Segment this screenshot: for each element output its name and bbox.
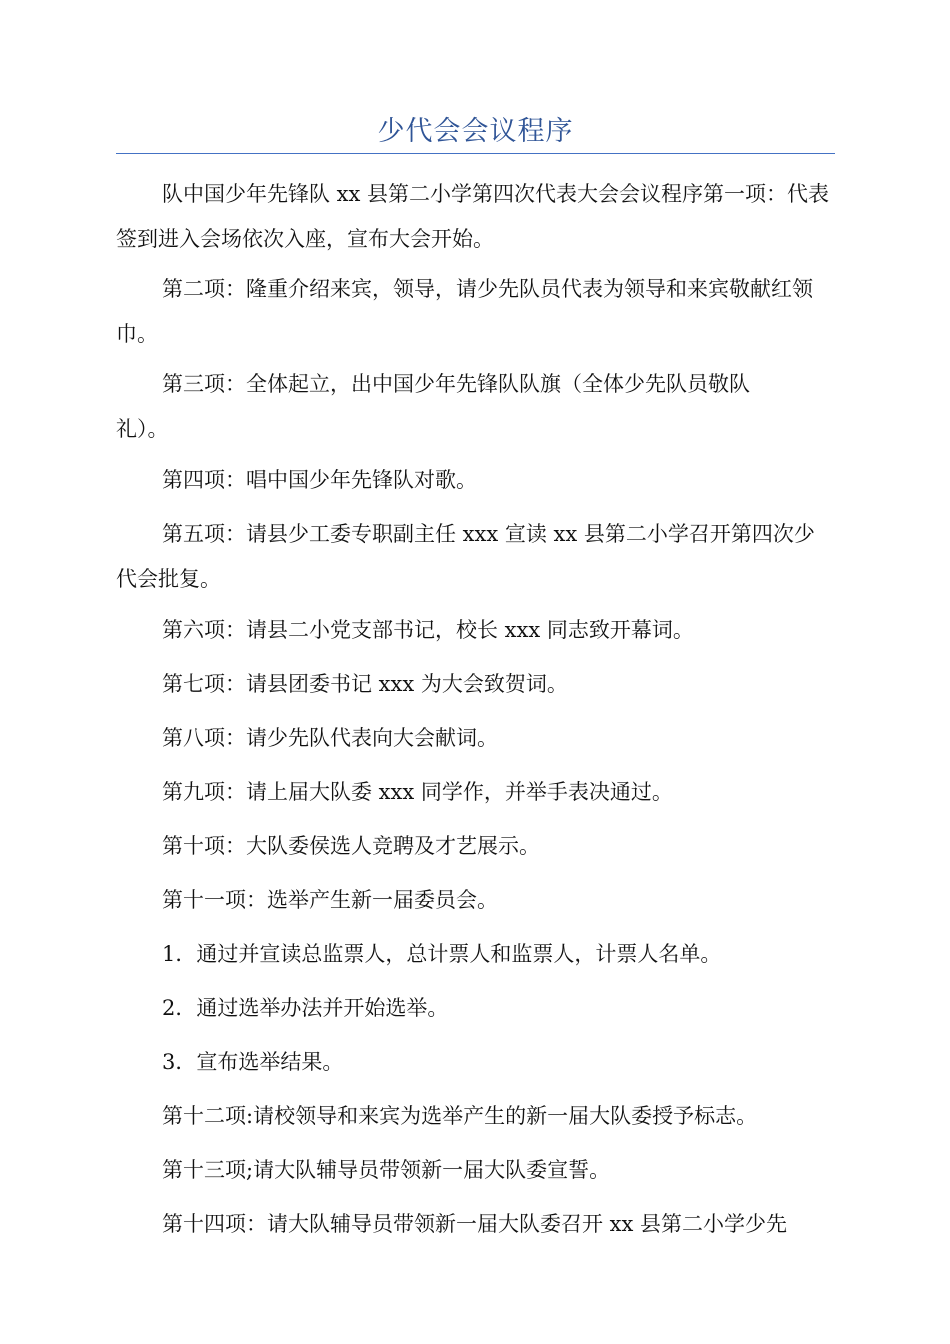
title-underline <box>116 153 835 154</box>
paragraph-5: 第五项：请县少工委专职副主任 xxx 宣读 xx 县第二小学召开第四次少代会批复。 <box>116 522 815 591</box>
paragraph-13: 第十三项;请大队辅导员带领新一届大队委宣誓。 <box>162 1158 611 1182</box>
document-title: 少代会会议程序 <box>377 116 574 147</box>
paragraph-14: 第十四项：请大队辅导员带领新一届大队委召开 xx 县第二小学少先 <box>162 1212 788 1236</box>
paragraph-2: 第二项：隆重介绍来宾，领导，请少先队员代表为领导和来宾敬献红领巾。 <box>116 277 813 346</box>
paragraph-9: 第九项：请上届大队委 xxx 同学作，并举手表决通过。 <box>162 780 673 804</box>
paragraph-8: 第八项：请少先队代表向大会献词。 <box>162 726 498 750</box>
paragraph-3: 第三项：全体起立，出中国少年先锋队队旗（全体少先队员敬队礼）。 <box>116 372 750 441</box>
document-body <box>116 172 835 1256</box>
paragraph-12: 第十二项:请校领导和来宾为选举产生的新一届大队委授予标志。 <box>162 1104 758 1128</box>
paragraph-11: 第十一项：选举产生新一届委员会。 <box>162 888 498 912</box>
paragraph-7: 第七项：请县团委书记 xxx 为大会致贺词。 <box>162 672 568 696</box>
paragraph-6: 第六项：请县二小党支部书记，校长 xxx 同志致开幕词。 <box>162 618 694 642</box>
paragraph-4: 第四项：唱中国少年先锋队对歌。 <box>162 468 477 492</box>
list-item-2: 2．通过选举办法并开始选举。 <box>162 996 449 1020</box>
paragraph-10: 第十项：大队委侯选人竞聘及才艺展示。 <box>162 834 540 858</box>
list-item-3: 3．宣布选举结果。 <box>162 1050 344 1074</box>
paragraph-1: 队中国少年先锋队 xx 县第二小学第四次代表大会会议程序第一项：代表签到进入会场依次入座，宣布大会开始。 <box>116 182 830 251</box>
list-item-1: 1．通过并宣读总监票人，总计票人和监票人，计票人名单。 <box>162 942 722 966</box>
